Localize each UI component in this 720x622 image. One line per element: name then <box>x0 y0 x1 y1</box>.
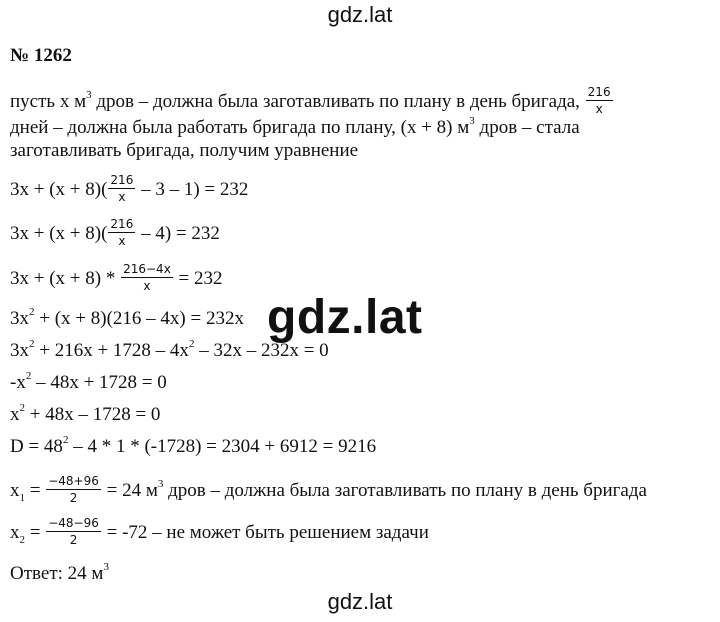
equation-2: 3x + (x + 8)( $\frac{216}{x}$ – 4) = 232 <box>10 217 220 248</box>
fraction: $\frac{216}{x}$ <box>587 85 611 116</box>
equation-4: $3x^2 + (x + 8)(216 - 4x) = 232x$ <box>10 306 244 329</box>
equation-8: $D = 48^2 - 4 * 1 * (-1728) = 2304 + 6912 = 9216$ <box>10 434 377 457</box>
intro-line-2: дней – должна была работать бригада по плану, (x + 8) $м^3$ дров – стала <box>10 115 580 138</box>
intro-line-3: заготавливать бригада, получим уравнение <box>10 140 359 161</box>
watermark-bottom: gdz.lat <box>327 589 393 614</box>
equation-3: 3x + (x + 8) * $\frac{216-4x}{x}$ = 232 <box>10 262 223 293</box>
intro-line-1: пусть x $м^3$ дров – должна была заготавливать по плану в день бригада, $\frac{216}{x}$ <box>10 85 611 116</box>
problem-number: № 1262 <box>10 45 72 66</box>
watermark-top: gdz.lat <box>327 2 393 27</box>
equation-9: $x_1$ = $\frac{-48+96}{2}$ = 24 $м^3$ дров – должна была заготавливать по плану в день бригада <box>10 474 647 505</box>
equation-7: $x^2 + 48x - 1728 = 0$ <box>10 402 161 425</box>
answer-line: Ответ: 24 $м^3$ <box>10 561 109 584</box>
watermark-center: gdz.lat <box>267 291 423 344</box>
equation-5: $3x^2 + 216x + 1728 - 4x^2 - 32x - 232x = 0$ <box>10 338 329 361</box>
equation-6: $-x^2 - 48x + 1728 = 0$ <box>10 370 167 393</box>
equation-10: $x_2$ = $\frac{-48-96}{2}$ = -72 – не может быть решением задачи <box>10 516 429 547</box>
equation-1: 3x + (x + 8)( $\frac{216}{x}$ – 3 – 1) = 232 <box>10 173 249 204</box>
